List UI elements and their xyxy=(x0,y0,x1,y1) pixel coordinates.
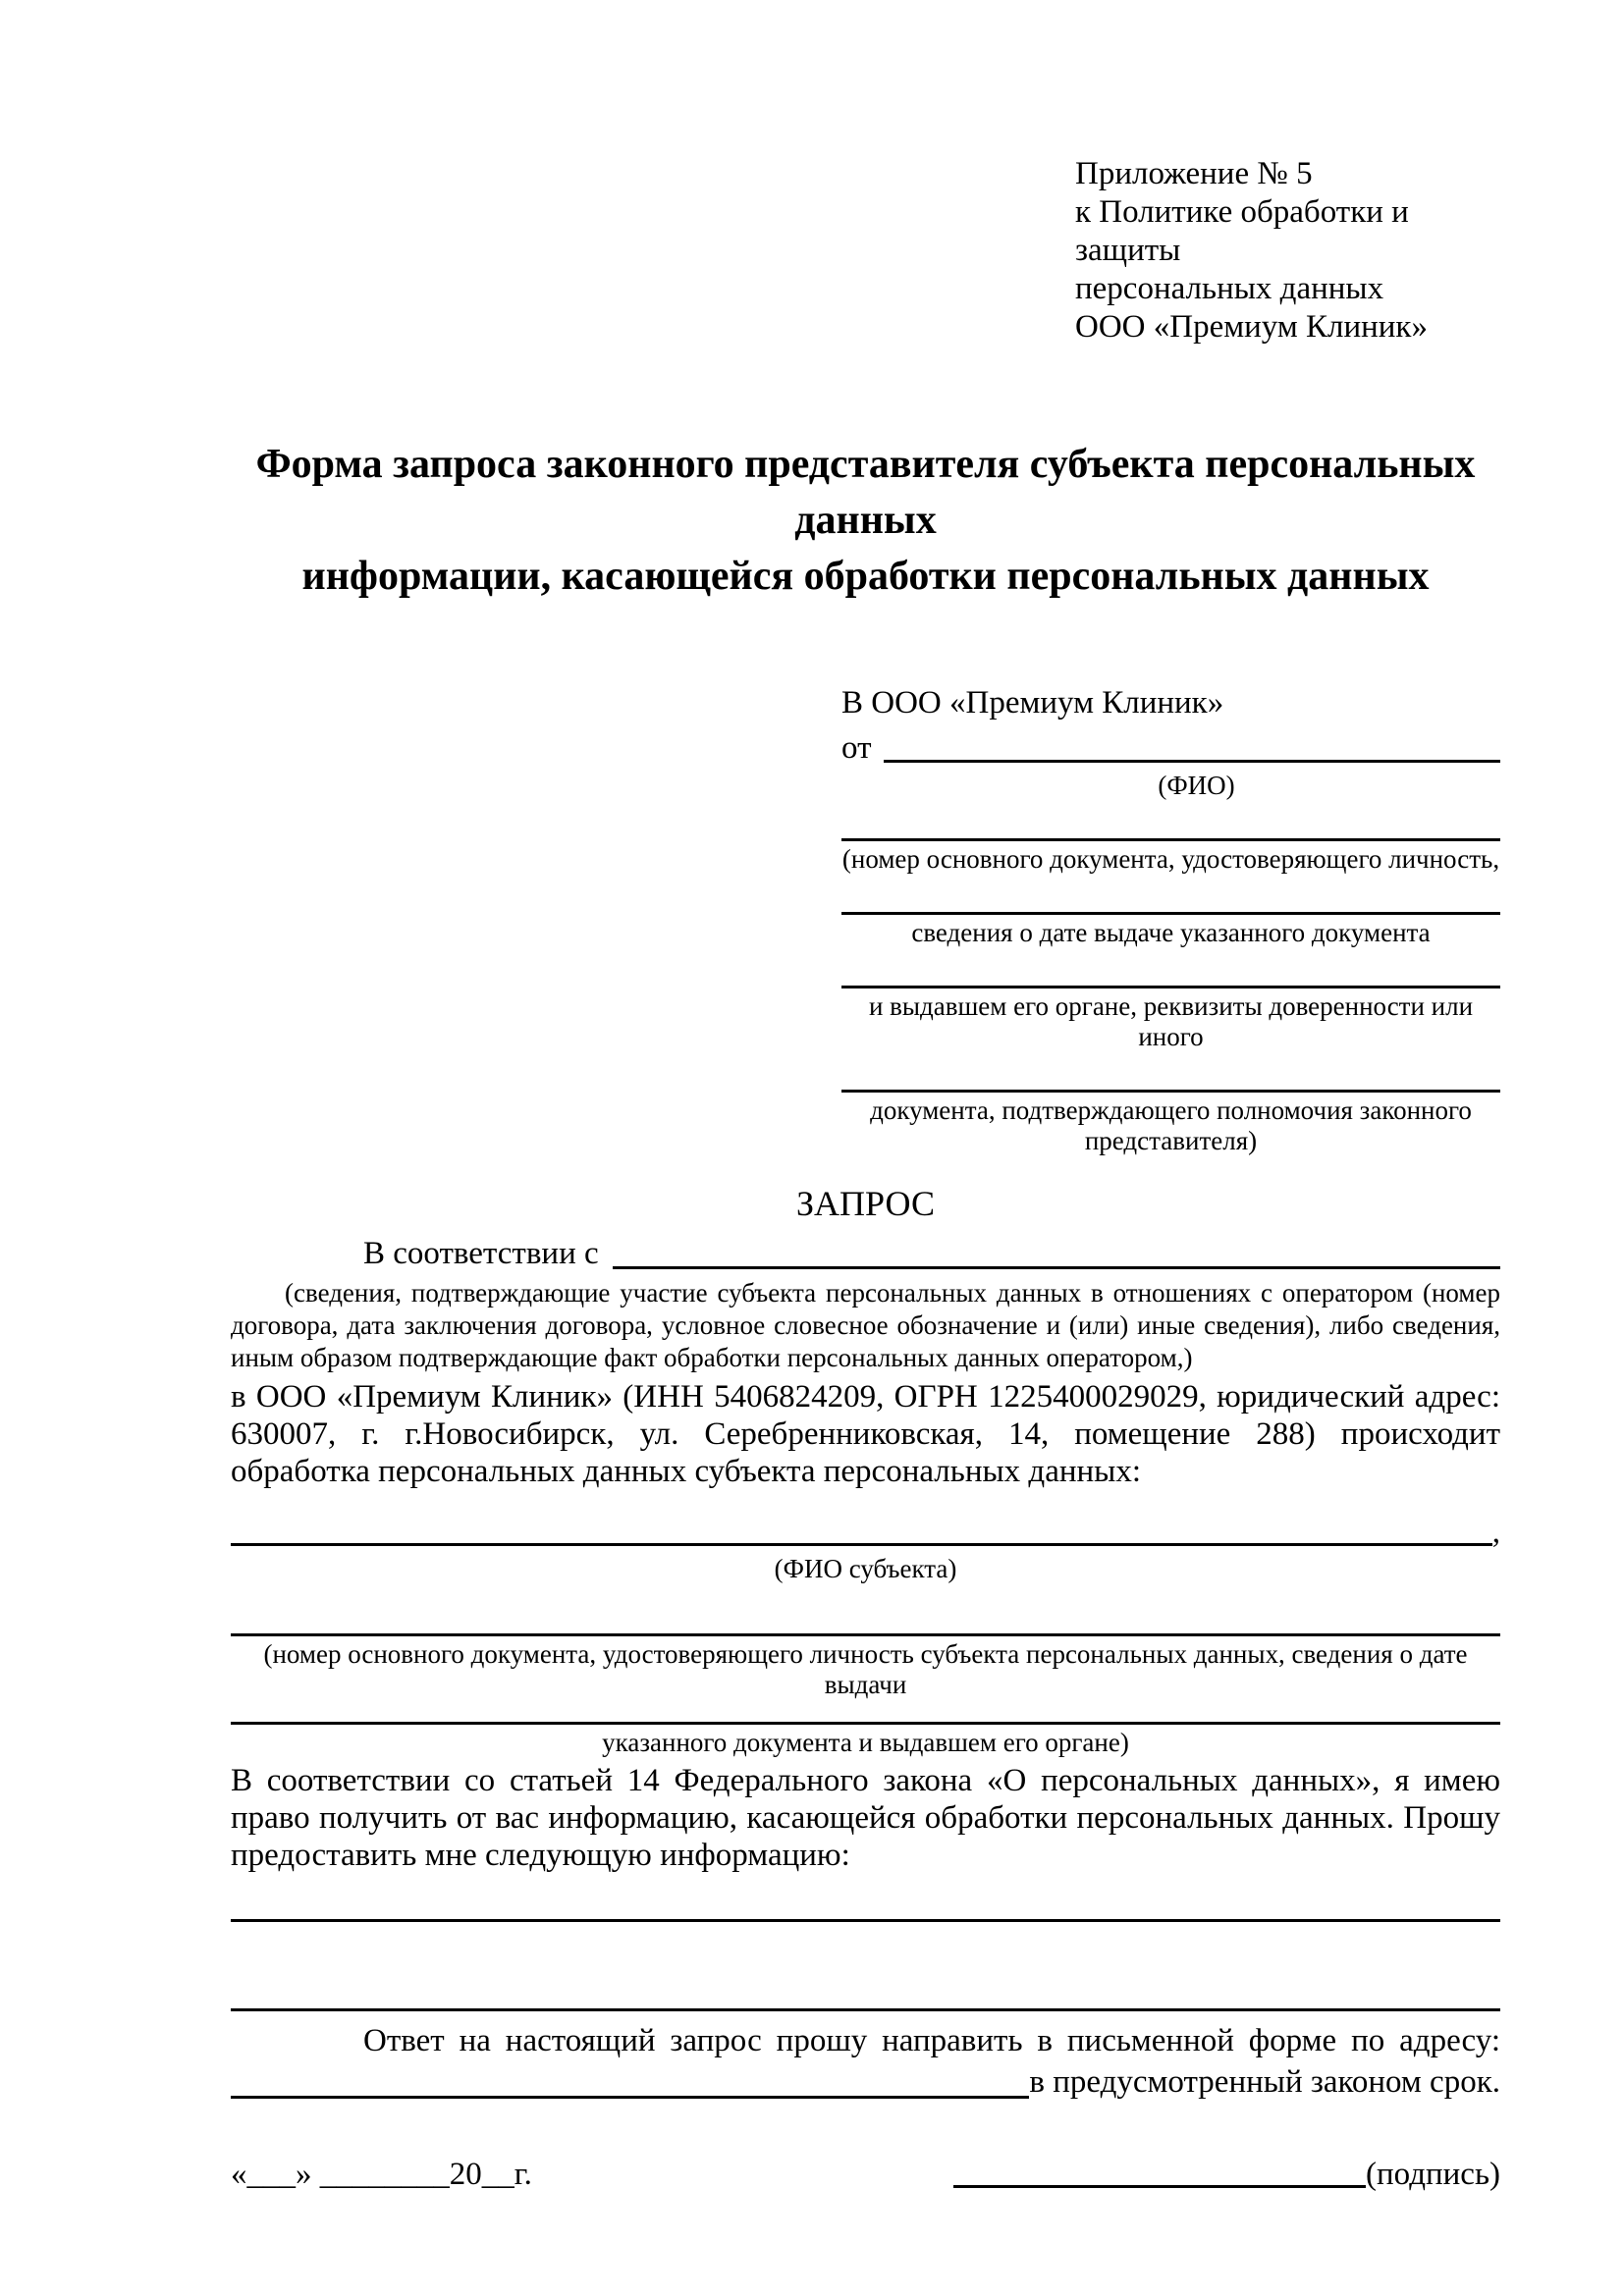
representative-doc-field-4 xyxy=(841,1090,1500,1156)
intro-label: В соответствии с xyxy=(363,1236,599,1271)
operator-paragraph: в ООО «Премиум Клиник» (ИНН 5406824209, ОГРН 1225400029029, юридический адрес: 630007, г. г.Новосибирск, ул. Серебренниковская, 14, помещение 288) происходит обработка персональных данных субъекта персональных данных: xyxy=(231,1379,1500,1489)
info-blank-line-2 xyxy=(231,2008,1500,2011)
appendix-line-1: Приложение № 5 xyxy=(1075,156,1313,191)
appendix-line-3: персональных данных xyxy=(1075,271,1384,306)
footer-row xyxy=(231,2155,1500,2194)
representative-doc-caption-3: и выдавшем его органе, реквизиты доверенности или иного xyxy=(868,991,1474,1051)
appendix-line-2: к Политике обработки и защиты xyxy=(1075,194,1409,268)
from-row xyxy=(841,728,1500,768)
signature-blank-line xyxy=(953,2185,1366,2188)
intro-caption: (сведения, подтверждающие участие субъекта персональных данных в отношениях с оператором (номер договора, дата заключения договора, условное словесное обозначение и (или) иные сведения), либо сведения, иным образом подтверждающие факт обработки персональных данных оператором,) xyxy=(231,1278,1500,1372)
representative-doc-caption-1: (номер основного документа, удостоверяющего личность, xyxy=(841,844,1500,874)
law-paragraph: В соответствии со статьей 14 Федерального закона «О персональных данных», я имею право получить от вас информацию, касающейся обработки персональных данных. Прошу предоставить мне следующую информацию: xyxy=(231,1763,1500,1873)
date-blank: «___» ________20__г. xyxy=(231,2157,532,2192)
reply-paragraph: Ответ на настоящий запрос прошу направить в письменной форме по адресу: xyxy=(363,2023,1500,2058)
title-line-2: информации, касающейся обработки персональных данных xyxy=(301,554,1430,599)
representative-doc-field-2 xyxy=(841,912,1500,948)
addressee-block xyxy=(841,683,1500,1156)
document-title xyxy=(231,437,1500,605)
subject-doc-caption-2: указанного документа и выдавшем его органе) xyxy=(602,1728,1129,1757)
representative-doc-blank-line-2 xyxy=(841,912,1500,915)
reply-tail: в предусмотренный законом срок. xyxy=(1029,2064,1500,2100)
representative-doc-field-1 xyxy=(841,838,1500,875)
representative-doc-caption-2: сведения о дате выдаче указанного документа xyxy=(911,918,1431,947)
subject-fio-row xyxy=(231,1514,1500,1551)
fio-caption: (ФИО) xyxy=(1158,771,1235,800)
representative-doc-blank-line-1 xyxy=(841,838,1500,841)
subject-fio-caption: (ФИО субъекта) xyxy=(774,1554,957,1583)
representative-doc-caption-4: документа, подтверждающего полномочия законного представителя) xyxy=(870,1095,1472,1155)
title-line-1: Форма запроса законного представителя субъекта персональных данных xyxy=(255,442,1476,543)
signature-group xyxy=(953,2155,1500,2194)
representative-doc-blank-line-4 xyxy=(841,1090,1500,1093)
subject-fio-comma: , xyxy=(1491,1515,1500,1550)
subject-fio-blank-line xyxy=(231,1514,1492,1546)
request-heading: ЗАПРОС xyxy=(796,1184,935,1223)
representative-doc-blank-line-3 xyxy=(841,986,1500,988)
intro-blank-line xyxy=(613,1233,1500,1269)
addressee-organization: В ООО «Премиум Клиник» xyxy=(841,685,1224,721)
intro-row xyxy=(231,1233,1500,1274)
subject-doc-blank-line-1 xyxy=(231,1633,1500,1636)
reply-address-blank-line xyxy=(231,2060,1029,2099)
representative-doc-field-3 xyxy=(841,986,1500,1052)
info-blank-line-1 xyxy=(231,1919,1500,1922)
signature-caption: (подпись) xyxy=(1366,2157,1500,2192)
subject-doc-caption-1: (номер основного документа, удостоверяющего личность субъекта персональных данных, сведения о дате выдачи xyxy=(263,1639,1468,1699)
appendix-block xyxy=(1075,155,1500,347)
from-blank-line xyxy=(884,728,1501,763)
subject-doc-blank-line-2 xyxy=(231,1722,1500,1725)
appendix-line-4: ООО «Премиум Клиник» xyxy=(1075,309,1428,345)
from-label: от xyxy=(841,730,872,766)
reply-address-row xyxy=(231,2060,1500,2104)
